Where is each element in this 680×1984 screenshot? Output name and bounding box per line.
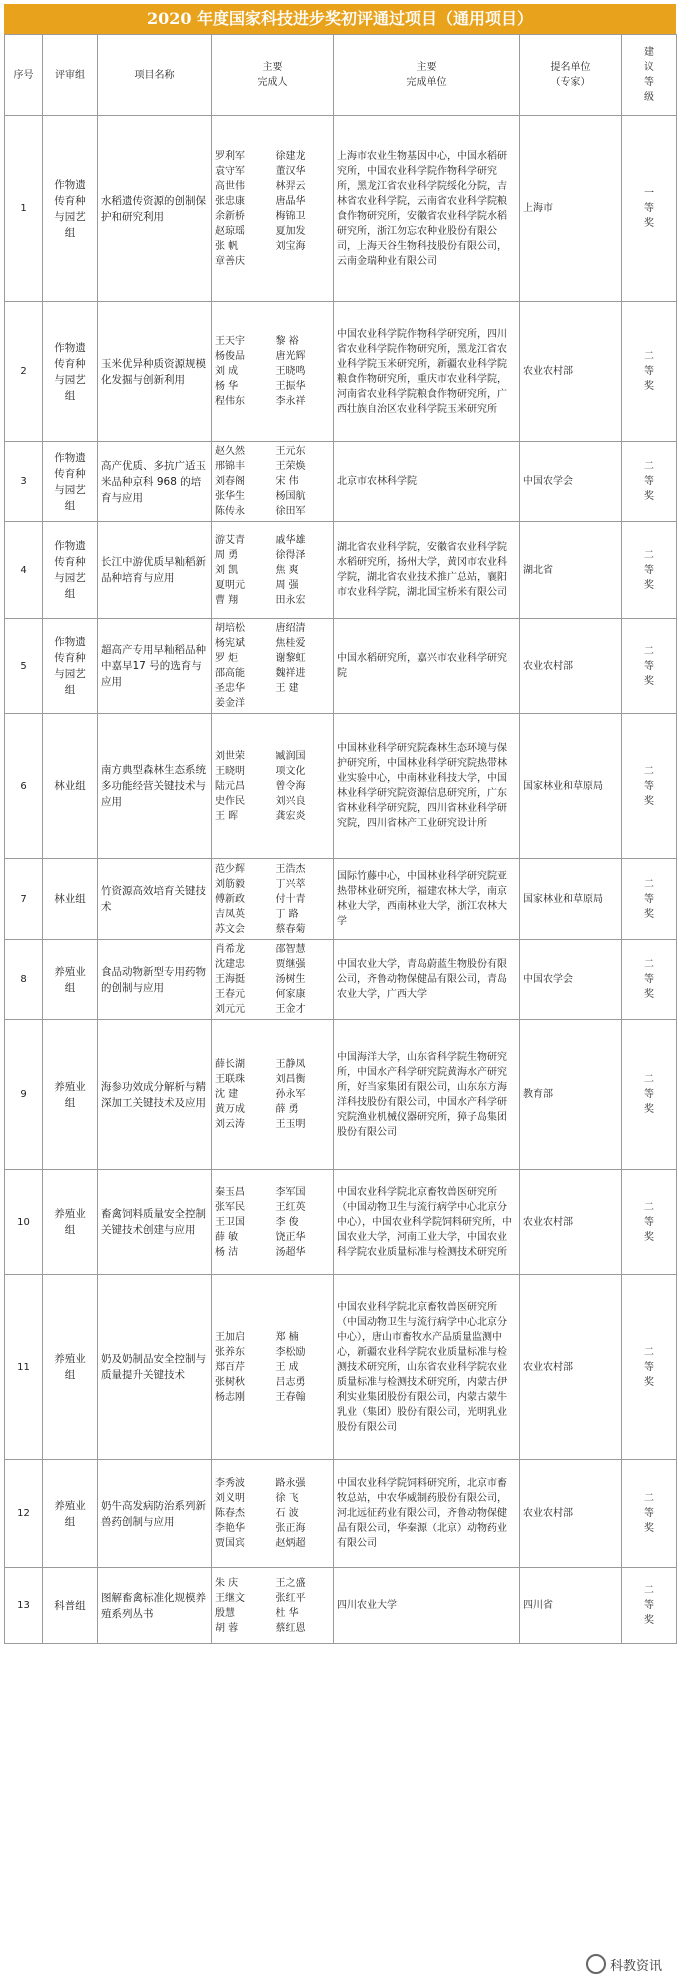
header-name: 项目名称 (98, 35, 212, 116)
row-grade: 二等奖 (622, 859, 677, 940)
row-nominator: 上海市 (520, 116, 622, 302)
person-name: 王继文 (215, 1592, 245, 1604)
row-no: 2 (5, 302, 43, 442)
person-name: 刘 成 (215, 366, 239, 377)
row-nominator: 四川省 (520, 1568, 622, 1644)
row-grade: 一等奖 (622, 116, 677, 302)
person-name: 董汉华 (275, 165, 306, 177)
row-people (212, 1020, 334, 1170)
person-name: 曹 翔 (215, 594, 239, 606)
wechat-icon (586, 1954, 606, 1974)
row-name: 高产优质、多抗广适玉米品种京科 968 的培育与应用 (98, 442, 212, 522)
person-name: 胡 蓉 (215, 1622, 239, 1634)
row-units: 中国农业大学，青岛蔚蓝生物股份有限公司，齐鲁动物保健品有限公司，青岛农业大学，广西大学 (334, 940, 520, 1020)
header-row (5, 35, 677, 116)
person-name: 杨国航 (275, 491, 306, 502)
row-nominator: 农业农村部 (520, 1170, 622, 1275)
row-no: 3 (5, 442, 43, 522)
person-name: 杨 洁 (215, 1246, 239, 1258)
person-name: 张正海 (275, 1523, 306, 1534)
person-name: 谢黎虹 (275, 653, 306, 664)
row-no: 12 (5, 1460, 43, 1568)
person-name: 刘昌衡 (275, 1074, 306, 1085)
person-name: 章善庆 (215, 255, 245, 267)
row-no: 9 (5, 1020, 43, 1170)
person-name: 焦桂爱 (275, 638, 306, 649)
row-name: 长江中游优质早籼稻新品种培育与应用 (98, 522, 212, 619)
person-name: 杨俊品 (215, 351, 245, 362)
row-no: 11 (5, 1275, 43, 1460)
person-name: 汤树生 (275, 974, 306, 985)
person-name: 余新桥 (215, 210, 245, 222)
person-name: 陈传永 (215, 506, 245, 517)
person-name: 石 波 (275, 1508, 299, 1519)
header-no: 序号 (5, 35, 43, 116)
person-name: 唐光辉 (275, 351, 306, 362)
person-name: 龚宏炎 (275, 810, 306, 822)
row-no: 5 (5, 619, 43, 714)
row-units: 中国农业科学院北京畜牧兽医研究所（中国动物卫生与流行病学中心北京分中心），唐山市畜牧水产品质量监测中心，新疆农业科学院农业质量标准与检测技术研究所，山东省农业科学院农业质量标准与检测技术研究所，内蒙古伊利实业集团股份有限公司，内蒙古蒙牛乳业（集团）股份有限公司，光明乳业股份有限公司 (334, 1275, 520, 1460)
row-nominator: 农业农村部 (520, 1460, 622, 1568)
person-name: 薛 敏 (215, 1231, 239, 1243)
person-name: 王天宇 (215, 336, 245, 347)
row-name: 南方典型森林生态系统多功能经营关键技术与应用 (98, 714, 212, 859)
person-name: 徐建龙 (275, 150, 306, 162)
row-grade: 二等奖 (622, 302, 677, 442)
person-name: 游艾青 (215, 534, 245, 546)
person-name: 杨志刚 (215, 1391, 245, 1403)
person-name: 杨 华 (215, 381, 239, 392)
person-name: 郑百芹 (215, 1361, 245, 1373)
person-name: 刘宝海 (275, 240, 306, 252)
person-name: 王春翰 (275, 1391, 306, 1403)
person-name: 王之盛 (275, 1577, 306, 1589)
person-name: 张红平 (275, 1592, 306, 1604)
row-grade: 二等奖 (622, 1568, 677, 1644)
person-name: 邵高能 (215, 668, 245, 679)
table-row (5, 116, 677, 302)
row-people (212, 1170, 334, 1275)
row-name: 畜禽饲料质量安全控制关键技术创建与应用 (98, 1170, 212, 1275)
table-row (5, 1170, 677, 1275)
person-name: 程伟东 (215, 396, 245, 407)
person-name: 李松励 (275, 1346, 306, 1358)
row-group: 科普组 (43, 1568, 98, 1644)
table-row (5, 1460, 677, 1568)
row-grade: 二等奖 (622, 1275, 677, 1460)
person-name: 唐晶华 (275, 195, 306, 207)
person-name: 陈春杰 (215, 1508, 245, 1519)
person-name: 郑 楠 (275, 1331, 299, 1343)
row-units: 上海市农业生物基因中心，中国水稻研究所，中国农业科学院作物科学研究所，黑龙江省农业科学院绥化分院，吉林省农业科学院，云南省农业科学院粮食作物研究所，安徽省农业科学院水稻研究所，浙江勿忘农种业股份有限公司，上海天谷生物科技股份有限公司，云南金瑞种业有限公司 (334, 116, 520, 302)
person-name: 张养东 (215, 1346, 245, 1358)
row-group: 作物遗传育种与园艺组 (43, 619, 98, 714)
person-name: 李秀波 (215, 1478, 245, 1489)
page-title: 2020 年度国家科技进步奖初评通过项目（通用项目） (4, 4, 676, 34)
person-name: 范少辉 (215, 863, 245, 875)
person-name: 刘元元 (215, 1004, 245, 1015)
table-row (5, 940, 677, 1020)
person-name: 李艳华 (215, 1523, 245, 1534)
row-name: 食品动物新型专用药物的创制与应用 (98, 940, 212, 1020)
person-name: 丁 路 (275, 908, 299, 920)
person-name: 李永祥 (275, 396, 306, 407)
person-name: 黎 裕 (275, 336, 299, 347)
row-units: 中国林业科学研究院森林生态环境与保护研究所，中国林业科学研究院热带林业实验中心，中南林业科技大学，中国林业科学研究院资源信息研究所，广东省林业科学研究院，四川省林业科学研究院，四川省林产工业研究设计所 (334, 714, 520, 859)
row-units: 北京市农林科学院 (334, 442, 520, 522)
row-people (212, 619, 334, 714)
person-name: 赵炳超 (275, 1538, 306, 1549)
person-name: 王卫国 (215, 1216, 245, 1228)
watermark-text: 科教资讯 (609, 1958, 662, 1974)
person-name: 薛长湖 (215, 1059, 245, 1070)
person-name: 沈 建 (215, 1089, 239, 1100)
person-name: 罗 炬 (215, 653, 239, 664)
row-group: 作物遗传育种与园艺组 (43, 442, 98, 522)
row-units: 湖北省农业科学院，安徽省农业科学院水稻研究所，扬州大学，黄冈市农业科学院，湖北省农业技术推广总站，襄阳市农业科学院，湖北国宝桥米有限公司 (334, 522, 520, 619)
person-name: 王金才 (275, 1004, 306, 1015)
person-name: 赵久然 (215, 446, 245, 457)
row-nominator: 中国农学会 (520, 442, 622, 522)
table-row (5, 1020, 677, 1170)
row-people (212, 442, 334, 522)
person-name: 王玉明 (275, 1119, 306, 1130)
row-people (212, 1568, 334, 1644)
row-no: 4 (5, 522, 43, 619)
row-units: 四川农业大学 (334, 1568, 520, 1644)
person-name: 殷慧 (215, 1607, 235, 1619)
row-units: 中国农业科学院作物科学研究所，四川省农业科学院作物研究所，黑龙江省农业科学院玉米研究所，新疆农业科学院粮食作物研究所，重庆市农业科学院，河南省农业科学院粮食作物研究所，广西壮族自治区农业科学院玉米研究所 (334, 302, 520, 442)
row-units: 中国海洋大学，山东省科学院生物研究所，中国水产科学研究院黄海水产研究所，好当家集团有限公司，山东东方海洋科技股份有限公司，中国水产科学研究院渔业机械仪器研究所，獐子岛集团股份有限公司 (334, 1020, 520, 1170)
header-nominator: 提名单位 （专家） (520, 35, 622, 116)
row-nominator: 教育部 (520, 1020, 622, 1170)
person-name: 傅新政 (215, 893, 245, 905)
row-name: 海参功效成分解析与精深加工关键技术及应用 (98, 1020, 212, 1170)
person-name: 周 强 (275, 579, 299, 591)
row-grade: 二等奖 (622, 619, 677, 714)
person-name: 肖希龙 (215, 944, 245, 955)
person-name: 臧润国 (275, 750, 306, 762)
person-name: 王海挺 (215, 974, 245, 985)
person-name: 高世伟 (215, 180, 245, 192)
row-nominator: 湖北省 (520, 522, 622, 619)
person-name: 项文化 (275, 765, 306, 777)
person-name: 蔡春菊 (275, 923, 306, 935)
person-name: 陆元昌 (215, 780, 245, 792)
person-name: 张军民 (215, 1201, 245, 1213)
person-name: 张 帆 (215, 240, 239, 252)
person-name: 贾国宾 (215, 1538, 245, 1549)
row-name: 图解畜禽标准化规模养殖系列丛书 (98, 1568, 212, 1644)
person-name: 朱 庆 (215, 1577, 239, 1589)
row-group: 养殖业组 (43, 1170, 98, 1275)
person-name: 曾令海 (275, 780, 306, 792)
person-name: 胡培松 (215, 623, 245, 634)
row-units: 中国水稻研究所，嘉兴市农业科学研究院 (334, 619, 520, 714)
row-grade: 二等奖 (622, 714, 677, 859)
person-name: 圣忠华 (215, 683, 245, 694)
row-nominator: 中国农学会 (520, 940, 622, 1020)
row-grade: 二等奖 (622, 1170, 677, 1275)
row-no: 7 (5, 859, 43, 940)
person-name: 夏明元 (215, 579, 245, 591)
header-grade: 建议等级 (622, 35, 677, 116)
row-nominator: 农业农村部 (520, 619, 622, 714)
person-name: 刘云涛 (215, 1119, 245, 1130)
person-name: 徐得泽 (275, 549, 306, 561)
person-name: 王 建 (275, 683, 299, 694)
person-name: 王荣焕 (275, 461, 306, 472)
person-name: 张华生 (215, 491, 245, 502)
person-name: 宋 伟 (275, 476, 299, 487)
person-name: 王红英 (275, 1201, 306, 1213)
person-name: 孙永军 (275, 1089, 306, 1100)
row-name: 超高产专用早籼稻品种中嘉早17 号的选育与应用 (98, 619, 212, 714)
row-units: 中国农业科学院北京畜牧兽医研究所（中国动物卫生与流行病学中心北京分中心），中国农业科学院饲料研究所，中国农业大学，河南工业大学，中国农业科学院农业质量标准与检测技术研究所 (334, 1170, 520, 1275)
person-name: 王晓明 (215, 765, 245, 777)
row-group: 养殖业组 (43, 940, 98, 1020)
person-name: 王联珠 (215, 1074, 245, 1085)
person-name: 苏文会 (215, 923, 245, 935)
row-nominator: 国家林业和草原局 (520, 714, 622, 859)
person-name: 袁守军 (215, 165, 245, 177)
row-group: 作物遗传育种与园艺组 (43, 522, 98, 619)
person-name: 王春元 (215, 989, 245, 1000)
person-name: 徐 飞 (275, 1493, 299, 1504)
table-row (5, 714, 677, 859)
person-name: 邵智慧 (275, 944, 306, 955)
table-row (5, 1275, 677, 1460)
row-group: 养殖业组 (43, 1020, 98, 1170)
person-name: 王振华 (275, 381, 306, 392)
row-people (212, 1460, 334, 1568)
row-grade: 二等奖 (622, 940, 677, 1020)
table-row (5, 442, 677, 522)
row-group: 林业组 (43, 714, 98, 859)
row-people (212, 522, 334, 619)
table-row (5, 1568, 677, 1644)
row-people (212, 859, 334, 940)
person-name: 史作民 (215, 795, 245, 807)
person-name: 姜金洋 (215, 698, 245, 709)
row-group: 养殖业组 (43, 1460, 98, 1568)
row-no: 10 (5, 1170, 43, 1275)
row-people (212, 940, 334, 1020)
table-row (5, 302, 677, 442)
row-people (212, 714, 334, 859)
row-group: 林业组 (43, 859, 98, 940)
person-name: 邢锦丰 (215, 461, 245, 472)
person-name: 汤超华 (275, 1246, 306, 1258)
row-grade: 二等奖 (622, 1020, 677, 1170)
person-name: 贾继强 (275, 959, 306, 970)
person-name: 路永强 (275, 1478, 306, 1489)
person-name: 戚华雄 (275, 534, 306, 546)
table-row (5, 859, 677, 940)
header-people: 主要 完成人 (212, 35, 334, 116)
row-grade: 二等奖 (622, 442, 677, 522)
person-name: 田永宏 (275, 594, 306, 606)
row-group: 养殖业组 (43, 1275, 98, 1460)
row-no: 8 (5, 940, 43, 1020)
person-name: 蔡红恩 (275, 1622, 306, 1634)
person-name: 唐绍清 (275, 623, 306, 634)
row-no: 1 (5, 116, 43, 302)
person-name: 王浩杰 (275, 863, 306, 875)
row-units: 中国农业科学院饲料研究所，北京市畜牧总站，中农华威制药股份有限公司，河北远征药业有限公司，齐鲁动物保健品有限公司，华秦源（北京）动物药业有限公司 (334, 1460, 520, 1568)
row-nominator: 农业农村部 (520, 302, 622, 442)
person-name: 夏加发 (275, 225, 306, 237)
person-name: 付十青 (275, 893, 306, 905)
person-name: 王晓鸣 (275, 366, 306, 377)
person-name: 王元东 (275, 446, 306, 457)
row-units: 国际竹藤中心，中国林业科学研究院亚热带林业研究所，福建农林大学，南京林业大学，西南林业大学，浙江农林大学 (334, 859, 520, 940)
row-no: 13 (5, 1568, 43, 1644)
person-name: 王 成 (275, 1361, 299, 1373)
person-name: 吕志勇 (275, 1376, 306, 1388)
person-name: 周 勇 (215, 549, 239, 561)
person-name: 黄万成 (215, 1104, 245, 1115)
person-name: 魏祥进 (275, 668, 306, 679)
person-name: 刘世荣 (215, 750, 245, 762)
table-row (5, 619, 677, 714)
row-no: 6 (5, 714, 43, 859)
person-name: 张忠康 (215, 195, 245, 207)
person-name: 沈建忠 (215, 959, 245, 970)
person-name: 何家康 (275, 989, 306, 1000)
row-nominator: 国家林业和草原局 (520, 859, 622, 940)
person-name: 王加启 (215, 1331, 245, 1343)
person-name: 刘义明 (215, 1493, 245, 1504)
person-name: 李 俊 (275, 1216, 299, 1228)
person-name: 刘 凯 (215, 564, 239, 576)
person-name: 刘兴良 (275, 795, 306, 807)
person-name: 刘筋毅 (215, 878, 245, 890)
header-group: 评审组 (43, 35, 98, 116)
person-name: 秦玉昌 (215, 1186, 245, 1198)
person-name: 杨宪斌 (215, 638, 245, 649)
row-nominator: 农业农村部 (520, 1275, 622, 1460)
person-name: 罗利军 (215, 150, 245, 162)
row-people (212, 302, 334, 442)
row-name: 奶及奶制品安全控制与质量提升关键技术 (98, 1275, 212, 1460)
person-name: 杜 华 (275, 1607, 299, 1619)
person-name: 林羿云 (275, 180, 306, 192)
watermark (580, 1952, 668, 1976)
row-name: 玉米优异种质资源规模化发掘与创新利用 (98, 302, 212, 442)
person-name: 徐田军 (275, 506, 306, 517)
person-name: 王静凤 (275, 1059, 306, 1070)
person-name: 吉凤英 (215, 908, 245, 920)
header-units: 主要 完成单位 (334, 35, 520, 116)
person-name: 李军国 (275, 1186, 306, 1198)
row-group: 作物遗传育种与园艺组 (43, 116, 98, 302)
row-people (212, 1275, 334, 1460)
person-name: 饶正华 (275, 1231, 306, 1243)
row-name: 奶牛高发病防治系列新兽药创制与应用 (98, 1460, 212, 1568)
person-name: 赵琼瑶 (215, 225, 245, 237)
table-row (5, 522, 677, 619)
row-group: 作物遗传育种与园艺组 (43, 302, 98, 442)
person-name: 刘春阁 (215, 476, 245, 487)
person-name: 梅锦卫 (275, 210, 306, 222)
row-name: 水稻遗传资源的创制保护和研究利用 (98, 116, 212, 302)
row-name: 竹资源高效培育关键技术 (98, 859, 212, 940)
row-grade: 二等奖 (622, 522, 677, 619)
award-table (4, 34, 677, 1644)
person-name: 薛 勇 (275, 1104, 299, 1115)
person-name: 张树秋 (215, 1376, 245, 1388)
person-name: 焦 爽 (275, 564, 299, 576)
row-grade: 二等奖 (622, 1460, 677, 1568)
row-people (212, 116, 334, 302)
person-name: 王 晖 (215, 810, 239, 822)
person-name: 丁兴萃 (275, 878, 306, 890)
